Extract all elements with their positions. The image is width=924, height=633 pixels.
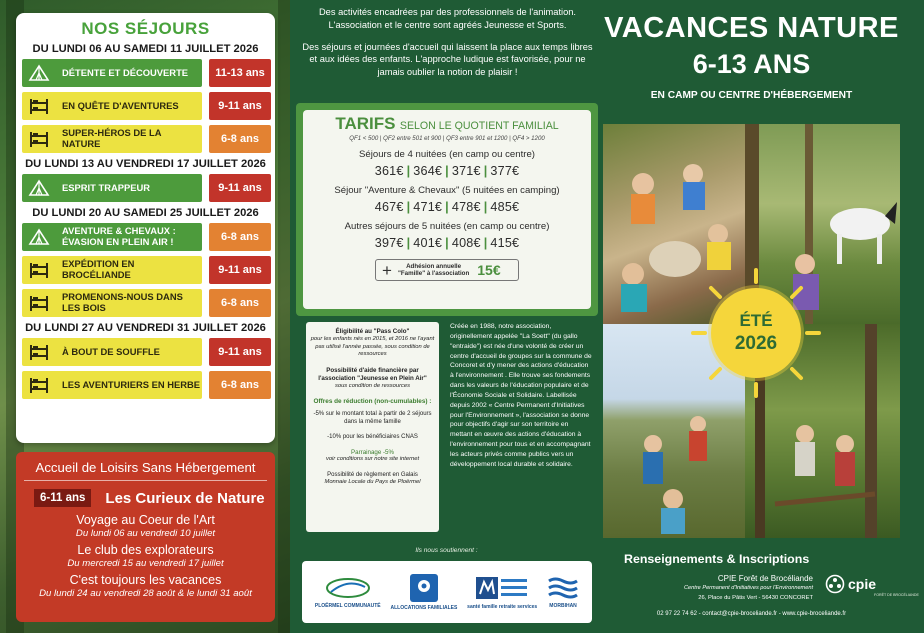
activity-item <box>22 513 269 539</box>
year-label: 2026 <box>734 333 778 354</box>
price-separator: | <box>483 164 488 178</box>
sejour-row <box>22 338 269 366</box>
price-value: 377€ <box>490 164 520 178</box>
reduction-title: Offres de réduction (non-cumulables) : <box>313 398 432 406</box>
sejour-label: PROMENONS-NOUS DANS LES BOIS <box>62 291 183 313</box>
price-separator: | <box>406 236 411 250</box>
summer-badge <box>711 288 801 378</box>
sejour-label: AVENTURE & CHEVAUX : ÉVASION EN PLEIN AIR ! <box>62 225 176 247</box>
hero-title-line: 6-13 ANS <box>692 49 811 79</box>
adhesion-label <box>398 263 469 277</box>
tarifs-subtitle: SELON LE QUOTIENT FAMILIAL <box>399 120 559 132</box>
sejour-label: EXPÉDITION EN BROCÉLIANDE <box>62 258 135 280</box>
price-separator: | <box>406 164 411 178</box>
age-badge: 11-13 ans <box>209 59 271 87</box>
price-value: 471€ <box>413 200 443 214</box>
left-panel <box>0 0 290 633</box>
hero-title-line: VACANCES NATURE <box>604 12 899 44</box>
contact-line: 02 97 22 74 62 - contact@cpie-broceliande.fr - www.cpie-broceliande.fr <box>656 611 847 617</box>
tarif-prices <box>309 164 585 178</box>
hero-subtitle: EN CAMP OU CENTRE D'HÉBERGEMENT <box>650 90 853 101</box>
alsh-card <box>16 452 275 622</box>
group-date: DU LUNDI 20 AU SAMEDI 25 JUILLET 2026 <box>32 207 259 219</box>
age-badge: 6-11 ans <box>34 489 91 507</box>
price-separator: | <box>406 200 411 214</box>
price-separator: | <box>445 200 449 214</box>
jpa-note: sous condition de ressources <box>334 382 411 389</box>
intro-text <box>300 6 595 79</box>
tarif-label: Séjour "Aventure & Chevaux" (5 nuitées en camping) <box>334 185 560 196</box>
cpie-logo-text: cpie <box>848 576 877 592</box>
activity-name: Voyage au Coeur de l'Art <box>76 513 215 527</box>
caf-logo-icon <box>390 573 457 611</box>
middle-panel <box>290 0 603 633</box>
sejour-box <box>22 125 202 153</box>
price-value: 397€ <box>374 236 404 250</box>
sejour-label: ESPRIT TRAPPEUR <box>62 181 151 193</box>
org-address: 26, Place du Pâtis Vert - 56430 CONCORET <box>698 595 813 601</box>
adhesion-price: 15€ <box>477 262 501 278</box>
price-value: 408€ <box>451 236 481 250</box>
cpie-logo-icon <box>825 574 845 594</box>
org-block <box>603 574 813 601</box>
sejour-label: DÉTENTE ET DÉCOUVERTE <box>62 66 189 78</box>
org-description: Centre Permanent d'Initiatives pour l'Environnement <box>684 585 813 591</box>
pass-colo-text: pour les enfants nés en 2015, et 2016 ne l'ayant pas utilisé l'année passée, sous condition de ressources <box>310 336 435 358</box>
about-text: Créée en 1988, notre association, originellement appelée "La Soett" (du gallo "entraide") est née d'une volonté de créer un centre d'accueil de groupes sur la commune de Concoret et d'y mener des actions d'éducation à l'environnement . Elle trouve ses fondements dans les valeurs de l'éducation populaire et de l'Économie Sociale et Solidaire. Labellisée depuis 2002 « Centre Permanent d'Initiatives pour l'Environnement », l'association se donne pour objectifs d'agir sur son territoire en mettant en œuvre des actions d'éducation à l'environnement pour tous et en accompagnant les acteurs privés comme publics vers un développement local durable et solidaire. <box>450 323 592 468</box>
tarif-label: Autres séjours de 5 nuitées (en camp ou centre) <box>344 221 550 232</box>
group-date: DU LUNDI 27 AU VENDREDI 31 JUILLET 2026 <box>25 322 266 334</box>
sejours-card <box>16 13 275 443</box>
parrainage: Parrainage -5% <box>351 448 394 456</box>
age-badge: 6-8 ans <box>209 289 271 317</box>
bunk-bed-icon <box>28 261 50 279</box>
price-value: 371€ <box>451 164 481 178</box>
price-value: 467€ <box>374 200 404 214</box>
season-label: ÉTÉ <box>739 311 773 330</box>
price-value: 364€ <box>413 164 443 178</box>
activity-date: Du mercredi 15 au vendredi 17 juillet <box>67 558 224 569</box>
morbihan-logo-icon <box>547 575 579 609</box>
sejour-row <box>22 289 269 317</box>
tarif-rows <box>309 149 585 250</box>
soutien-label: Ils nous soutiennent : <box>415 547 478 554</box>
activity-name: Le club des explorateurs <box>77 543 214 557</box>
cpie-logo-tagline: FORÊT DE BROCÉLIANDE <box>874 593 919 597</box>
price-value: 361€ <box>374 164 404 178</box>
sponsor-logos <box>302 561 592 623</box>
sejour-row <box>22 371 269 399</box>
galais: Possibilité de règlement en Galais <box>327 472 418 479</box>
price-value: 485€ <box>490 200 520 214</box>
bunk-bed-icon <box>28 294 50 312</box>
sejour-box <box>22 256 202 284</box>
sejour-row <box>22 256 269 284</box>
tent-icon <box>28 64 50 82</box>
tarifs-heading <box>309 114 585 134</box>
price-separator: | <box>445 236 449 250</box>
price-value: 401€ <box>413 236 443 250</box>
info-title: Renseignements & Inscriptions <box>624 552 810 566</box>
logo-text: santé famille retraite services <box>467 604 538 610</box>
age-badge: 9-11 ans <box>209 256 271 284</box>
tarif-label: Séjours de 4 nuitées (en camp ou centre) <box>359 149 535 160</box>
bunk-bed-icon <box>28 343 50 361</box>
ploermel-logo-icon <box>315 575 381 609</box>
activity-item <box>22 573 269 599</box>
sejour-label: À BOUT DE SOUFFLE <box>62 345 160 357</box>
tarifs-title: TARIFS <box>335 114 396 133</box>
adhesion-label-line: "Famille" à l'association <box>397 270 470 277</box>
sejour-label: SUPER-HÉROS DE LA NATURE <box>62 127 162 149</box>
activity-item <box>22 543 269 569</box>
logo-text: ALLOCATIONS FAMILIALES <box>390 605 458 611</box>
org-name: CPIE Forêt de Brocéliande <box>717 574 813 583</box>
jpa-title: Possibilité d'aide financière par l'association "Jeunesse en Plein Air" <box>318 366 427 382</box>
sejour-box <box>22 174 202 202</box>
sejour-row <box>22 174 269 202</box>
pass-colo-title: Éligibilité au "Pass Colo" <box>335 328 410 335</box>
alsh-divider <box>24 480 267 481</box>
sejour-row <box>22 125 269 153</box>
sejour-box <box>22 59 202 87</box>
price-separator: | <box>483 200 488 214</box>
alsh-title: Accueil de Loisirs Sans Hébergement <box>35 460 256 475</box>
sejour-box <box>22 371 202 399</box>
bunk-bed-icon <box>28 130 50 148</box>
logo-text: PLOËRMEL COMMUNAUTÉ <box>314 603 381 609</box>
msa-logo-icon <box>467 574 537 610</box>
age-badge: 9-11 ans <box>209 92 271 120</box>
sejour-box <box>22 338 202 366</box>
tarifs-section <box>296 103 598 316</box>
group-date: DU LUNDI 06 AU SAMEDI 11 JUILLET 2026 <box>32 43 259 55</box>
cpie-logo <box>825 574 876 594</box>
plus-icon: + <box>382 260 392 280</box>
sejour-row <box>22 59 269 87</box>
price-separator: | <box>483 236 488 250</box>
adhesion-label-line: Adhésion annuelle <box>406 262 462 270</box>
sejour-box <box>22 289 202 317</box>
sejour-row <box>22 92 269 120</box>
sejour-label: EN QUÊTE D'AVENTURES <box>62 99 179 111</box>
tarifs-card <box>303 110 591 309</box>
right-panel <box>603 0 919 633</box>
program-name: Les Curieux de Nature <box>105 489 265 507</box>
age-badge: 6-8 ans <box>209 223 271 251</box>
intro-paragraph: Des séjours et journées d'accueil qui laissent la place aux temps libres et aux idées des enfants. L'approche ludique est favorisée, pour ne jamais oublier la notion de plaisir ! <box>302 41 593 78</box>
activity-date: Du lundi 24 au vendredi 28 août & le lundi 31 août <box>39 588 252 599</box>
activity-name: C'est toujours les vacances <box>69 573 222 587</box>
qf-legend: QF1 < 500 | QF2 entre 501 et 900 | QF3 entre 901 et 1200 | QF4 > 1200 <box>349 135 545 142</box>
age-badge: 6-8 ans <box>209 371 271 399</box>
curieux-row <box>22 489 269 507</box>
tarif-prices <box>309 236 585 250</box>
tent-icon <box>28 228 50 246</box>
age-badge: 6-8 ans <box>209 125 271 153</box>
intro-paragraph: Des activités encadrées par des professionnels de l'animation. L'association et le centre sont agréés Jeunesse et Sports. <box>318 7 577 30</box>
sejours-title: NOS SÉJOURS <box>81 19 210 38</box>
reduction-item: -5% sur le montant total à partir de 2 séjours dans la même famille <box>313 411 432 426</box>
galais-note: Monnaie Locale du Pays de Ploërmel <box>324 479 421 486</box>
sejour-label: LES AVENTURIERS EN HERBE <box>62 378 201 390</box>
sejour-box <box>22 92 202 120</box>
adhesion-box <box>375 259 519 281</box>
age-badge: 9-11 ans <box>209 338 271 366</box>
tarif-prices <box>309 200 585 214</box>
sejours-groups <box>22 43 269 399</box>
sejour-row <box>22 223 269 251</box>
bunk-bed-icon <box>28 376 50 394</box>
parrainage-note: voir conditions sur notre site internet <box>325 455 420 462</box>
tent-icon <box>28 179 50 197</box>
age-badge: 9-11 ans <box>209 174 271 202</box>
price-value: 415€ <box>490 236 520 250</box>
sejour-box <box>22 223 202 251</box>
price-value: 478€ <box>451 200 481 214</box>
aides-card <box>306 322 439 532</box>
reduction-item: -10% pour les bénéficiaires CNAS <box>327 433 418 440</box>
logo-text: MORBIHAN <box>549 603 577 609</box>
group-date: DU LUNDI 13 AU VENDREDI 17 JUILLET 2026 <box>25 158 266 170</box>
activity-date: Du lundi 06 au vendredi 10 juillet <box>75 528 216 539</box>
hero-title <box>603 12 900 80</box>
price-separator: | <box>445 164 449 178</box>
bunk-bed-icon <box>28 97 50 115</box>
